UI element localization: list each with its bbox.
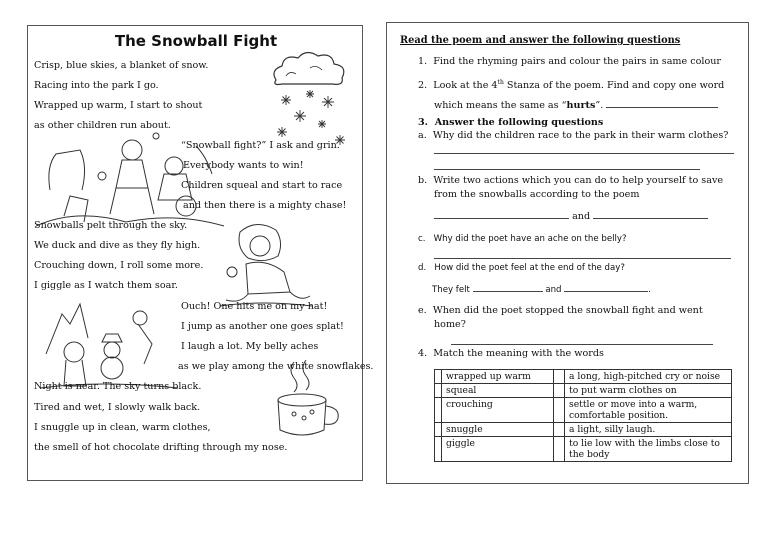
question-d: d. How did the poet feel at the end of the day? — [418, 263, 625, 273]
answer-blank-d-2[interactable] — [564, 282, 648, 292]
answer-blank-d-1[interactable] — [473, 282, 543, 292]
poem-line: Racing into the park I go. — [34, 80, 159, 91]
matching-table — [434, 369, 732, 462]
poem-line: Crisp, blue skies, a blanket of snow. — [34, 60, 209, 71]
poem-title: The Snowball Fight — [114, 32, 278, 50]
answer-row-d: They felt and . — [432, 282, 651, 296]
match-meaning: a light, silly laugh. — [565, 423, 732, 437]
table-row — [435, 437, 732, 462]
question-a: a. Why did the children race to the park in their warm clothes? — [418, 130, 729, 141]
poem-panel — [27, 25, 374, 481]
answer-line-c[interactable] — [434, 258, 731, 259]
question-4: 4. Match the meaning with the words — [418, 348, 604, 359]
snowman-family-illustration — [40, 294, 180, 392]
match-word: crouching — [442, 398, 554, 423]
question-b-cont: from the snowballs according to the poem — [434, 189, 640, 200]
match-answer-cell[interactable] — [554, 384, 565, 398]
answer-line-e[interactable] — [451, 344, 713, 345]
answer-blank-b-2[interactable] — [593, 209, 708, 219]
poem-line: Children squeal and start to race — [181, 180, 343, 191]
match-word: wrapped up warm — [442, 370, 554, 384]
match-answer-cell[interactable] — [554, 437, 565, 462]
match-word: squeal — [442, 384, 554, 398]
poem-line: as we play among the white snowflakes. — [178, 361, 374, 372]
poem-line: Crouching down, I roll some more. — [34, 260, 204, 271]
poem-line: as other children run about. — [34, 120, 171, 131]
match-answer-cell[interactable] — [554, 423, 565, 437]
match-word: giggle — [442, 437, 554, 462]
poem-line: We duck and dive as they fly high. — [34, 240, 201, 251]
toddler-in-snow-illustration — [220, 220, 312, 310]
poem-line: and then there is a mighty chase! — [183, 200, 347, 211]
answer-blank-b-1[interactable] — [434, 209, 569, 219]
poem-line: I snuggle up in clean, warm clothes, — [34, 422, 211, 433]
answer-line-a-2[interactable] — [434, 169, 700, 170]
table-row — [435, 384, 732, 398]
poem-line: I jump as another one goes splat! — [181, 321, 344, 332]
poem-line: I laugh a lot. My belly aches — [181, 341, 319, 352]
table-row — [435, 423, 732, 437]
poem-line: Snowballs pelt through the sky. — [34, 220, 188, 231]
question-2-cont: which means the same as “hurts”. — [434, 98, 718, 112]
questions-title: Read the poem and answer the following questions — [400, 35, 681, 46]
question-2: 2. Look at the 4th Stanza of the poem. Find and copy one word — [418, 79, 725, 92]
snow-cloud-icon — [264, 48, 354, 148]
hurts-word: hurts — [566, 100, 596, 111]
poem-line: “Snowball fight?” I ask and grin. — [181, 140, 340, 151]
question-e: e. When did the poet stopped the snowball fight and went — [418, 305, 703, 316]
match-answer-cell[interactable] — [554, 370, 565, 384]
questions-panel — [386, 22, 749, 484]
poem-line: Tired and wet, I slowly walk back. — [34, 402, 201, 413]
answer-row-b: and — [434, 209, 708, 223]
match-meaning: a long, high-pitched cry or noise — [565, 370, 732, 384]
poem-line: Night is near. The sky turns black. — [34, 381, 202, 392]
poem-line: Ouch! One hits me on my hat! — [181, 301, 328, 312]
poem-line: the smell of hot chocolate drifting through my nose. — [34, 442, 288, 453]
answer-blank-hurts[interactable] — [606, 98, 718, 108]
question-c: c. Why did the poet have an ache on the belly? — [418, 234, 627, 244]
match-word: snuggle — [442, 423, 554, 437]
match-meaning: to put warm clothes on — [565, 384, 732, 398]
match-meaning: to lie low with the limbs close to the body — [565, 437, 732, 462]
question-1: 1. Find the rhyming pairs and colour the pairs in same colour — [418, 56, 721, 67]
poem-line: I giggle as I watch them soar. — [34, 280, 178, 291]
poem-line: Wrapped up warm, I start to shout — [34, 100, 203, 111]
question-b: b. Write two actions which you can do to help yourself to save — [418, 175, 724, 186]
question-3: 3. Answer the following questions — [418, 117, 604, 128]
match-meaning: settle or move into a warm, comfortable position. — [565, 398, 732, 423]
answer-line-a-1[interactable] — [434, 153, 734, 154]
match-answer-cell[interactable] — [554, 398, 565, 423]
question-e-cont: home? — [434, 319, 466, 330]
poem-line: Everybody wants to win! — [183, 160, 304, 171]
table-row — [435, 370, 732, 384]
table-row — [435, 398, 732, 423]
